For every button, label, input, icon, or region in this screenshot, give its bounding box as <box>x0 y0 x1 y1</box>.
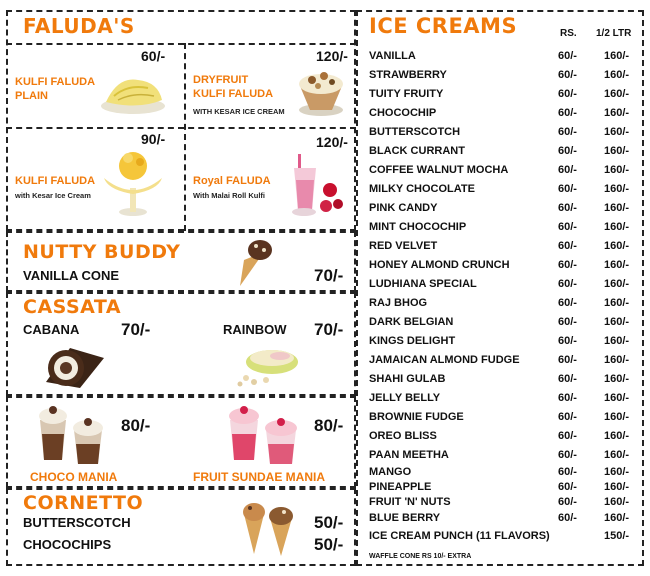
ice-cream-row <box>369 145 639 164</box>
ice-cream-price-rs: 60/- <box>558 88 577 100</box>
cabana-image <box>40 338 110 390</box>
ice-cream-name: VANILLA <box>369 50 416 62</box>
ice-cream-price-rs: 60/- <box>558 183 577 195</box>
nutty-buddy-title: NUTTY BUDDY <box>23 241 181 263</box>
ice-creams-col-half: 1/2 LTR <box>596 28 632 39</box>
cassata-title: CASSATA <box>23 296 122 318</box>
ice-cream-price-half-ltr: 160/- <box>604 316 630 328</box>
ice-cream-row <box>369 202 639 221</box>
faluda-4-subtitle: With Malai Roll Kulfi <box>193 191 266 200</box>
dryfruit-faluda-image <box>292 64 350 118</box>
ice-cream-price-half-ltr: 160/- <box>604 449 630 461</box>
ice-cream-name: FRUIT 'N' NUTS <box>369 496 451 508</box>
ice-cream-price-rs: 60/- <box>558 392 577 404</box>
ice-cream-price-half-ltr: 160/- <box>604 69 630 81</box>
ice-cream-row <box>369 411 639 430</box>
ice-cream-name: PINEAPPLE <box>369 481 432 493</box>
ice-cream-price-rs: 60/- <box>558 202 577 214</box>
ice-creams-title: ICE CREAMS <box>369 14 518 38</box>
ice-cream-name: HONEY ALMOND CRUNCH <box>369 259 510 271</box>
ice-cream-name: DARK BELGIAN <box>369 316 454 328</box>
kulfi-faluda-kesar-image <box>98 138 168 218</box>
ice-cream-name: JAMAICAN ALMOND FUDGE <box>369 354 520 366</box>
ice-cream-price-half-ltr: 160/- <box>604 221 630 233</box>
ice-cream-row <box>369 373 639 392</box>
ice-cream-price-half-ltr: 160/- <box>604 512 630 524</box>
ice-cream-row <box>369 335 639 354</box>
ice-cream-price-half-ltr: 160/- <box>604 126 630 138</box>
ice-cream-row <box>369 278 639 297</box>
ice-cream-name: BLACK CURRANT <box>369 145 465 157</box>
ice-cream-price-half-ltr: 160/- <box>604 50 630 62</box>
vanilla-cone-image <box>234 236 280 288</box>
ice-cream-price-half-ltr: 160/- <box>604 88 630 100</box>
faluda-2-subtitle: WITH KESAR ICE CREAM <box>193 107 285 116</box>
ice-cream-price-rs: 60/- <box>558 278 577 290</box>
ice-cream-price-rs: 60/- <box>558 449 577 461</box>
ice-cream-name: RAJ BHOG <box>369 297 428 309</box>
ice-cream-price-half-ltr: 160/- <box>604 202 630 214</box>
ice-cream-price-rs: 60/- <box>558 373 577 385</box>
faluda-3-name-line1: KULFI FALUDA <box>15 175 96 187</box>
faluda-4-name-line1: Royal FALUDA <box>193 175 271 187</box>
ice-cream-price-rs: 60/- <box>558 297 577 309</box>
faluda-divider-h2 <box>6 127 356 129</box>
ice-cream-row <box>369 221 639 240</box>
ice-cream-name: BROWNIE FUDGE <box>369 411 464 423</box>
ice-cream-price-half-ltr: 160/- <box>604 240 630 252</box>
cornetto-2-price: 50/- <box>314 535 344 554</box>
ice-cream-name: TUITY FRUITY <box>369 88 444 100</box>
choco-mania-image <box>34 400 110 466</box>
ice-cream-row <box>369 512 639 531</box>
ice-cream-row <box>369 69 639 88</box>
faluda-divider-v <box>184 43 186 231</box>
ice-cream-price-rs: 60/- <box>558 240 577 252</box>
ice-cream-price-half-ltr: 160/- <box>604 297 630 309</box>
cornetto-1-name: BUTTERSCOTCH <box>23 515 131 530</box>
ice-cream-price-half-ltr: 160/- <box>604 411 630 423</box>
ice-cream-row <box>369 126 639 145</box>
cassata-1-name: CABANA <box>23 322 80 337</box>
ice-cream-price-rs: 60/- <box>558 512 577 524</box>
rainbow-image <box>232 338 306 390</box>
ice-cream-row <box>369 50 639 69</box>
royal-faluda-image <box>280 150 350 220</box>
ice-cream-price-half-ltr: 160/- <box>604 164 630 176</box>
ice-cream-row <box>369 430 639 449</box>
ice-cream-row <box>369 107 639 126</box>
ice-cream-price-rs: 60/- <box>558 50 577 62</box>
ice-cream-name: KINGS DELIGHT <box>369 335 456 347</box>
cornetto-image <box>238 496 298 558</box>
ice-cream-price-rs: 60/- <box>558 466 577 478</box>
faluda-1-price: 60/- <box>141 48 166 64</box>
ice-cream-price-half-ltr: 160/- <box>604 466 630 478</box>
ice-cream-name: PAAN MEETHA <box>369 449 449 461</box>
ice-cream-price-rs: 60/- <box>558 335 577 347</box>
ice-cream-name: MANGO <box>369 466 412 478</box>
ice-cream-price-rs: 60/- <box>558 481 577 493</box>
ice-cream-row <box>369 183 639 202</box>
cornetto-title: CORNETTO <box>23 492 144 514</box>
ice-cream-name: PINK CANDY <box>369 202 438 214</box>
sundae-1-name: CHOCO MANIA <box>30 470 118 484</box>
nutty-buddy-item: VANILLA CONE <box>23 268 120 283</box>
ice-cream-name: BUTTERSCOTCH <box>369 126 461 138</box>
ice-cream-name: OREO BLISS <box>369 430 437 442</box>
faluda-3-price: 90/- <box>141 131 166 147</box>
ice-cream-price-half-ltr: 160/- <box>604 496 630 508</box>
ice-cream-name: MINT CHOCOCHIP <box>369 221 467 233</box>
ice-cream-row <box>369 297 639 316</box>
ice-cream-price-half-ltr: 160/- <box>604 392 630 404</box>
ice-cream-price-rs: 60/- <box>558 259 577 271</box>
ice-cream-price-half-ltr: 160/- <box>604 183 630 195</box>
ice-cream-price-rs: 60/- <box>558 126 577 138</box>
ice-cream-price-half-ltr: 160/- <box>604 481 630 493</box>
ice-cream-row <box>369 88 639 107</box>
ice-cream-row <box>369 240 639 259</box>
ice-cream-name: ICE CREAM PUNCH (11 FLAVORS) <box>369 530 550 542</box>
ice-cream-name: LUDHIANA SPECIAL <box>369 278 477 290</box>
cassata-2-price: 70/- <box>314 320 344 339</box>
ice-cream-price-rs: 60/- <box>558 316 577 328</box>
ice-cream-row <box>369 530 639 549</box>
cornetto-2-name: CHOCOCHIPS <box>23 537 112 552</box>
faluda-2-name-line2: KULFI FALUDA <box>193 88 274 100</box>
ice-cream-price-rs: 60/- <box>558 496 577 508</box>
ice-cream-name: MILKY CHOCOLATE <box>369 183 475 195</box>
ice-cream-name: BLUE BERRY <box>369 512 441 524</box>
ice-cream-price-rs: 60/- <box>558 221 577 233</box>
ice-cream-price-half-ltr: 160/- <box>604 278 630 290</box>
faluda-divider-h1 <box>6 43 356 45</box>
ice-cream-name: RED VELVET <box>369 240 438 252</box>
sundae-2-price: 80/- <box>314 416 344 435</box>
faluda-1-name-line1: KULFI FALUDA <box>15 76 96 88</box>
ice-cream-price-rs: 60/- <box>558 164 577 176</box>
ice-cream-row <box>369 164 639 183</box>
ice-cream-price-half-ltr: 160/- <box>604 335 630 347</box>
ice-cream-price-half-ltr: 160/- <box>604 354 630 366</box>
ice-cream-price-half-ltr: 160/- <box>604 259 630 271</box>
ice-cream-row <box>369 259 639 278</box>
ice-cream-price-rs: 60/- <box>558 411 577 423</box>
ice-cream-name: JELLY BELLY <box>369 392 441 404</box>
cornetto-1-price: 50/- <box>314 513 344 532</box>
ice-cream-price-rs: 60/- <box>558 107 577 119</box>
faluda-4-price: 120/- <box>316 134 348 150</box>
faluda-3-subtitle: with Kesar Ice Cream <box>15 191 91 200</box>
ice-cream-row <box>369 316 639 335</box>
ice-cream-name: STRAWBERRY <box>369 69 447 81</box>
cassata-2-name: RAINBOW <box>223 322 287 337</box>
ice-creams-footnote: WAFFLE CONE RS 10/- EXTRA <box>369 553 472 560</box>
ice-cream-name: SHAHI GULAB <box>369 373 446 385</box>
ice-creams-col-rs: RS. <box>560 28 577 39</box>
ice-cream-name: CHOCOCHIP <box>369 107 437 119</box>
faluda-2-name-line1: DRYFRUIT <box>193 74 249 86</box>
ice-cream-price-half-ltr: 150/- <box>604 530 630 542</box>
fruit-sundae-image <box>224 400 304 466</box>
ice-cream-price-rs: 60/- <box>558 69 577 81</box>
sundae-1-price: 80/- <box>121 416 151 435</box>
kulfi-faluda-plain-image <box>98 66 168 116</box>
nutty-buddy-price: 70/- <box>314 266 344 285</box>
ice-cream-row <box>369 354 639 373</box>
ice-cream-price-rs: 60/- <box>558 354 577 366</box>
ice-cream-price-half-ltr: 160/- <box>604 107 630 119</box>
ice-cream-price-rs: 60/- <box>558 145 577 157</box>
ice-cream-price-half-ltr: 160/- <box>604 430 630 442</box>
ice-cream-price-half-ltr: 160/- <box>604 373 630 385</box>
faludas-title: FALUDA'S <box>23 14 135 38</box>
faluda-2-price: 120/- <box>316 48 348 64</box>
ice-cream-price-rs: 60/- <box>558 430 577 442</box>
ice-cream-row <box>369 392 639 411</box>
faluda-1-name-line2: PLAIN <box>15 90 48 102</box>
ice-cream-name: COFFEE WALNUT MOCHA <box>369 164 509 176</box>
sundae-2-name: FRUIT SUNDAE MANIA <box>193 470 325 484</box>
ice-cream-price-half-ltr: 160/- <box>604 145 630 157</box>
cassata-1-price: 70/- <box>121 320 151 339</box>
